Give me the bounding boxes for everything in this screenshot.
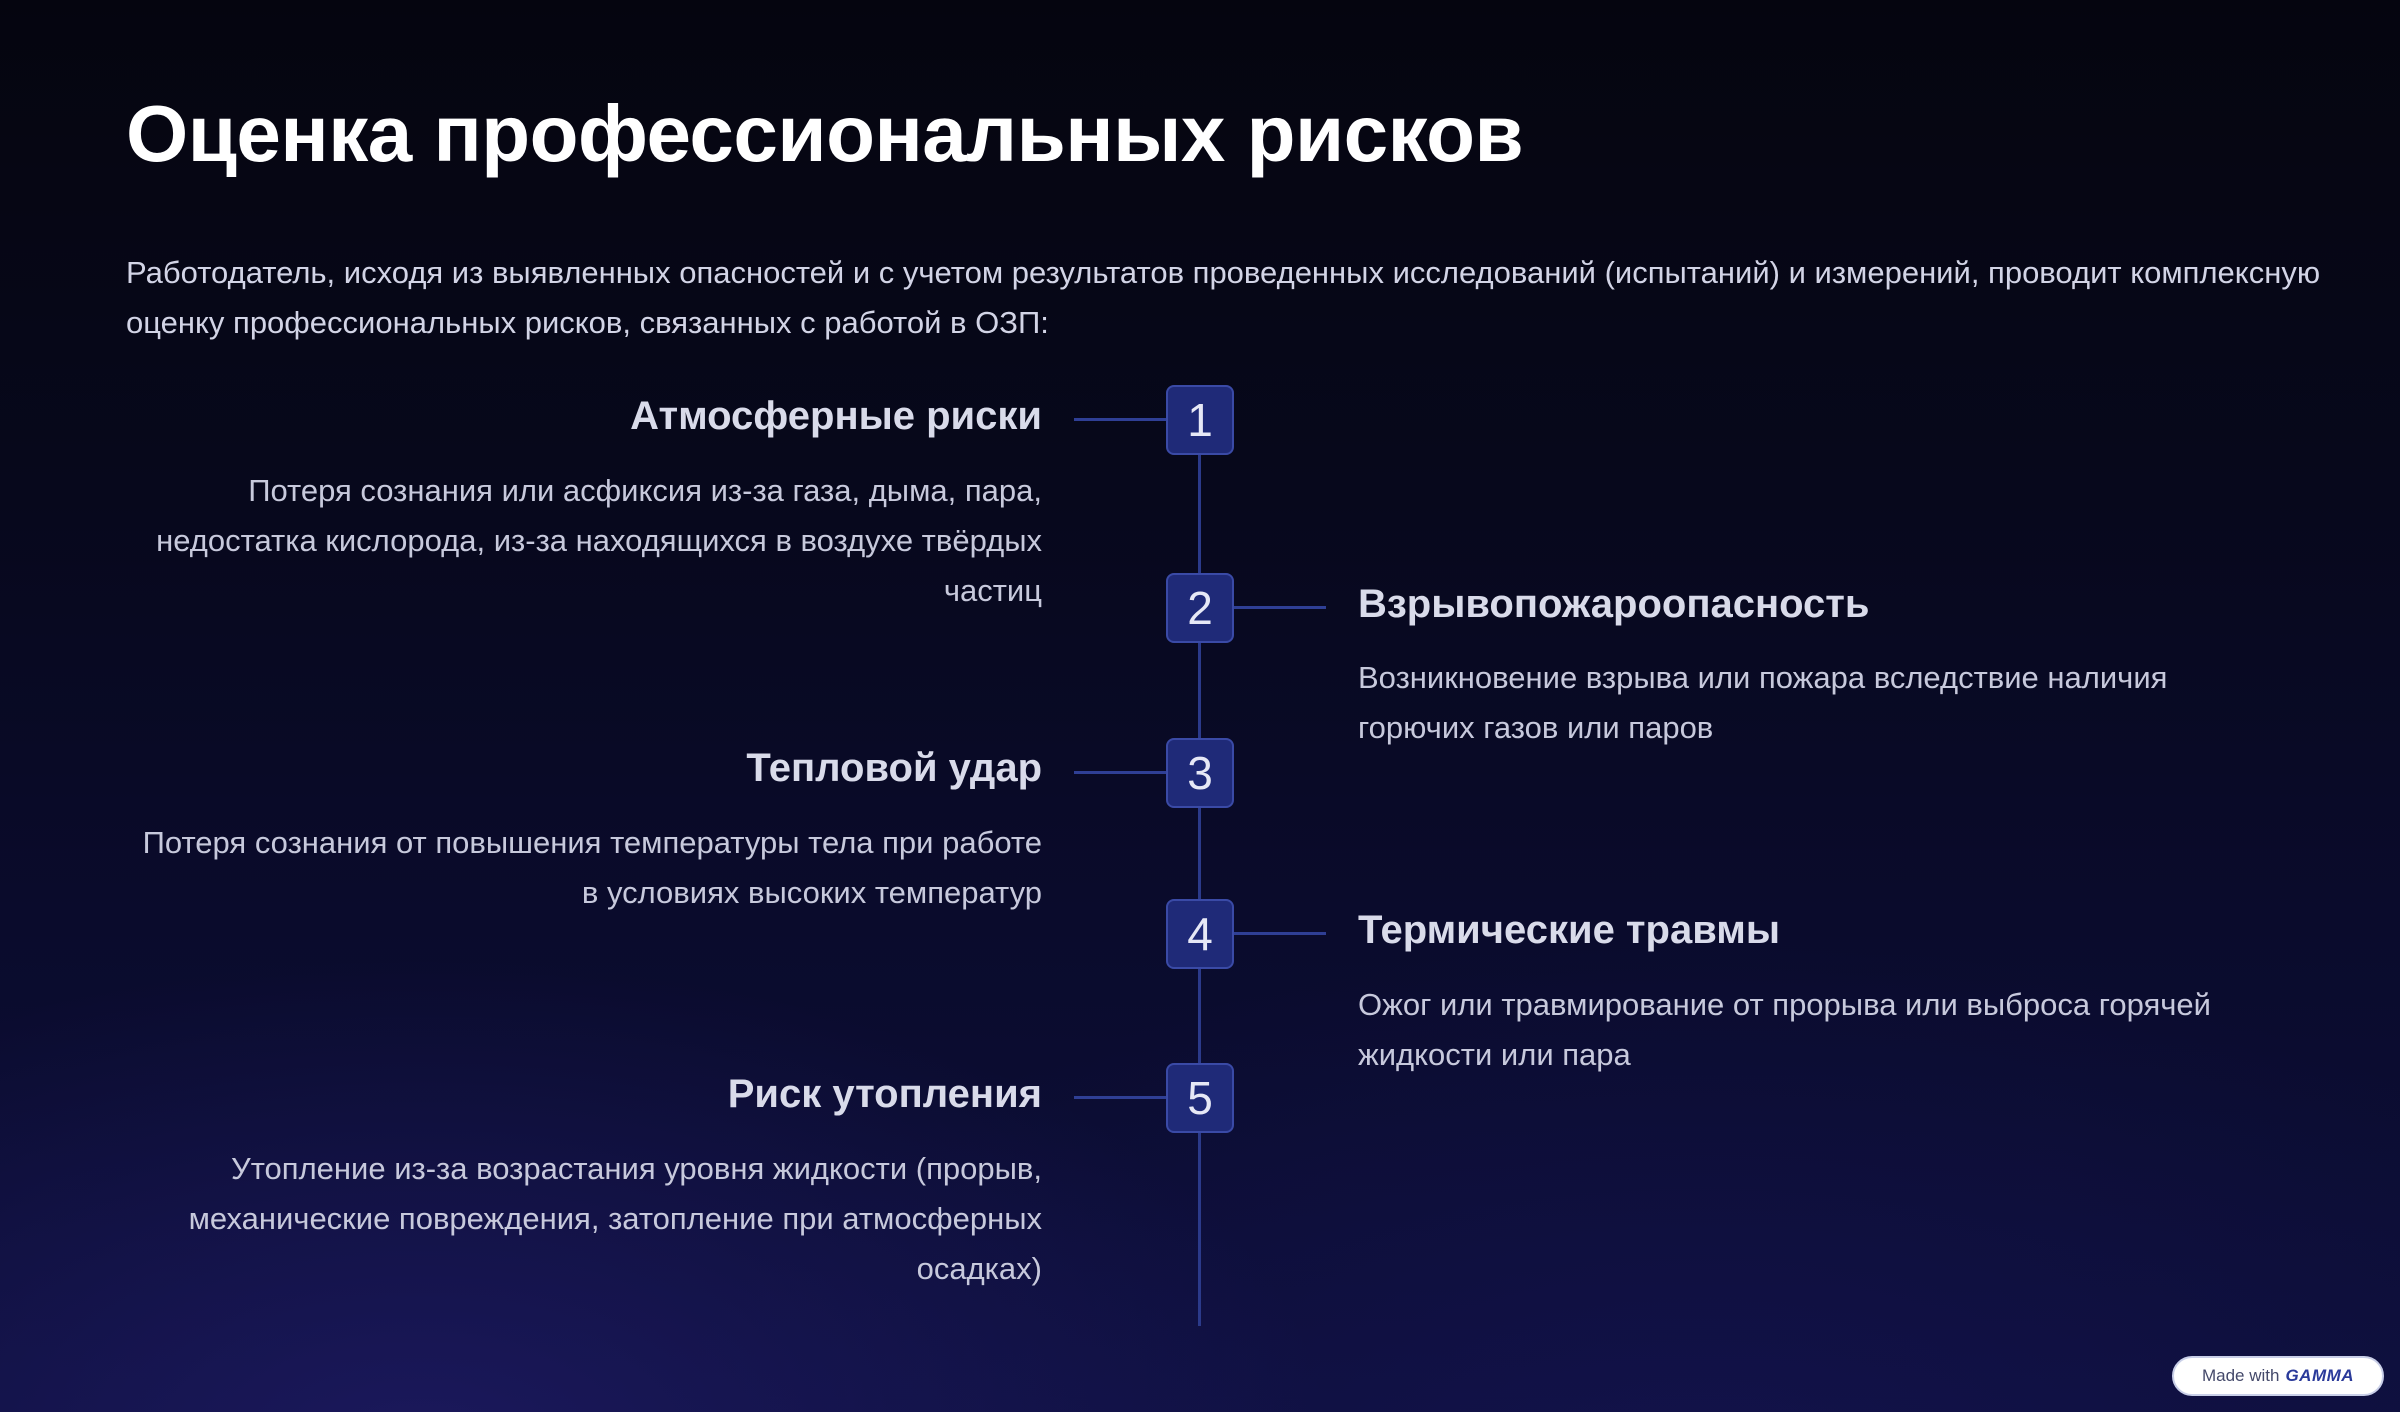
item-desc-thermal-injuries: Ожог или травмирование от прорыва или выброса горячей жидкости или пара	[1358, 987, 2211, 1072]
item-desc-drowning: Утопление из-за возрастания уровня жидкости (прорыв, механические повреждения, затопление при атмосферных осадках)	[188, 1151, 1042, 1286]
step-badge-1: 1	[1166, 385, 1234, 455]
gamma-logo: GAMMA	[2285, 1366, 2355, 1385]
step-badge-2: 2	[1166, 573, 1234, 643]
item-title-drowning: Риск утопления	[727, 1072, 1042, 1116]
intro-text: Работодатель, исходя из выявленных опасностей и с учетом результатов проведенных исследований (испытаний) и измерений, проводит комплексную оценку профессиональных рисков, связанных с работой в ОЗП:	[126, 255, 2321, 340]
item-title-atmospheric: Атмосферные риски	[630, 394, 1042, 438]
step-badge-3: 3	[1166, 738, 1234, 808]
step-badge-4: 4	[1166, 899, 1234, 969]
timeline-connector	[1074, 418, 1168, 421]
made-with-label: Made with	[2201, 1366, 2280, 1385]
page-title: Оценка профессиональных рисков	[126, 89, 1524, 178]
step-badge-5: 5	[1166, 1063, 1234, 1133]
item-title-explosion: Взрывопожароопасность	[1358, 582, 1870, 626]
item-desc-atmospheric: Потеря сознания или асфиксия из-за газа, дыма, пара, недостатка кислорода, из-за находящихся в воздухе твёрдых частиц	[156, 473, 1042, 608]
timeline-connector	[1074, 1096, 1168, 1099]
item-title-heatstroke: Тепловой удар	[746, 746, 1042, 790]
item-title-thermal-injuries: Термические травмы	[1358, 908, 1781, 952]
timeline-axis	[1198, 420, 1201, 1326]
made-with-gamma-badge[interactable]	[2172, 1356, 2384, 1396]
timeline-connector	[1232, 606, 1326, 609]
timeline-connector	[1074, 771, 1168, 774]
timeline-connector	[1232, 932, 1326, 935]
item-desc-explosion: Возникновение взрыва или пожара вследствие наличия горючих газов или паров	[1358, 660, 2168, 745]
item-desc-heatstroke: Потеря сознания от повышения температуры тела при работе в условиях высоких температур	[142, 825, 1042, 910]
